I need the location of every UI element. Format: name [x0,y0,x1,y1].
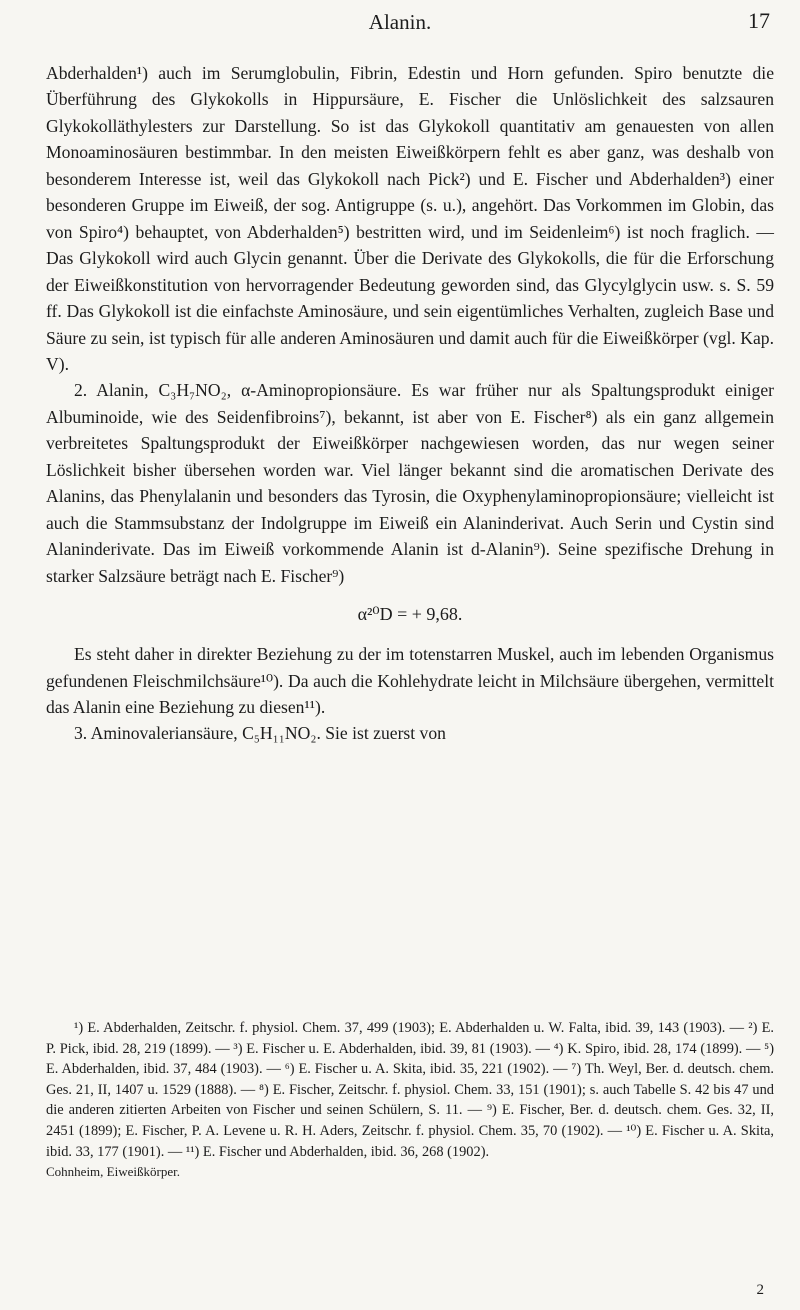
paragraph-aminovaleriansaeure: 3. Aminovaleriansäure, C₅H₁₁NO₂. Sie ist zuerst von [74,723,446,744]
sheet-number: 2 [756,1282,764,1298]
page-number: 17 [748,8,770,33]
page-title: Alanin. [368,10,432,34]
paragraph-alanin: 2. Alanin, C₃H₇NO₂, α-Aminopropionsäure. Es war früher nur als Spaltungsprodukt einiger Albuminoide, wie des Seidenfibroins⁷), bekannt, ist aber von E. Fischer⁸) als ein ganz allgemein verbreitetes Spaltungsprodukt der Eiweißkörper nachgewiesen worden, das nur wegen seiner Löslichkeit bisher übersehen worden war. Viel länger bekannt sind die aromatischen Derivate des Alanins, das Phenylalanin und besonders das Tyrosin, die Oxyphenylaminopropionsäure; vielleicht ist auch die Stammsubstanz der Indolgruppe im Eiweiß ein Alaninderivat. Auch Serin und Cystin sind Alaninderivate. Das im Eiweiß vorkommende Alanin ist d-Alanin⁹). Seine spezifische Drehung in starker Salzsäure beträgt nach E. Fischer⁹) [46,380,774,586]
running-head [0,6,800,36]
sheet-signature: Cohnheim, Eiweißkörper. [46,1164,180,1180]
footnotes [46,1018,774,1183]
paragraph-fleischmilchsaeure: Es steht daher in direkter Beziehung zu der im totenstarren Muskel, auch im lebenden Organismus gefundenen Fleischmilchsäure¹⁰). Da auch die Kohlehydrate leicht in Milchsäure übergehen, vermittelt das Alanin eine Beziehung zu diesen¹¹). [46,644,774,717]
rotation-formula: α²⁰D = + 9,68. [357,604,463,625]
footnote-text: ¹) E. Abderhalden, Zeitschr. f. physiol. Chem. 37, 499 (1903); E. Abderhalden u. W. Falta, ibid. 39, 143 (1903). — ²) E. P. Pick, ibid. 28, 219 (1899). — ³) E. Fischer u. E. Abderhalden, ibid. 39, 81 (1903). — ⁴) K. Spiro, ibid. 28, 174 (1899). — ⁵) E. Abderhalden, ibid. 37, 484 (1903). — ⁶) E. Fischer u. A. Skita, ibid. 35, 221 (1902). — ⁷) Th. Weyl, Ber. d. deutsch. chem. Ges. 21, II, 1407 u. 1529 (1888). — ⁸) E. Fischer, Zeitschr. f. physiol. Chem. 33, 151 (1901); s. auch Tabelle S. 42 bis 47 und die anderen zitierten Arbeiten von Fischer und seinen Schülern, S. 11. — ⁹) E. Fischer, Ber. d. deutsch. chem. Ges. 32, II, 2451 (1899); E. Fischer, P. A. Levene u. R. H. Aders, Zeitschr. f. physiol. Chem. 35, 70 (1902). — ¹⁰) E. Fischer u. A. Skita, ibid. 33, 177 (1901). — ¹¹) E. Fischer und Abderhalden, ibid. 36, 268 (1902). [46,1020,774,1160]
main-text [46,60,774,747]
paragraph-glykokoll: Abderhalden¹) auch im Serumglobulin, Fibrin, Edestin und Horn gefunden. Spiro benutzte die Überführung des Glykokolls in Hippursäure, E. Fischer die Unlöslichkeit des salzsauren Glykokolläthylesters zur Darstellung. So ist das Glykokoll quantitativ am genauesten von allen Monoaminosäuren bestimmbar. In den meisten Eiweißkörpern fehlt es aber ganz, was deshalb von besonderem Interesse ist, weil das Glykokoll nach Pick²) und E. Fischer und Abderhalden³) einer besonderen Gruppe im Eiweiß, der sog. Antigruppe (s. u.), angehört. Das Vorkommen im Globin, das von Spiro⁴) behauptet, von Abderhalden⁵) bestritten wird, und im Seidenleim⁶) ist noch fraglich. — Das Glykokoll wird auch Glycin genannt. Über die Derivate des Glykokolls, die für die Erforschung der Eiweißkonstitution von hervorragender Bedeutung geworden sind, das Glycylglycin usw. s. S. 59 ff. Das Glykokoll ist die einfachste Aminosäure, und sein eigentümliches Verhalten, zugleich Base und Säure zu sein, ist typisch für alle anderen Aminosäuren und damit auch für die Eiweißkörper (vgl. Kap. V). [46,63,774,374]
